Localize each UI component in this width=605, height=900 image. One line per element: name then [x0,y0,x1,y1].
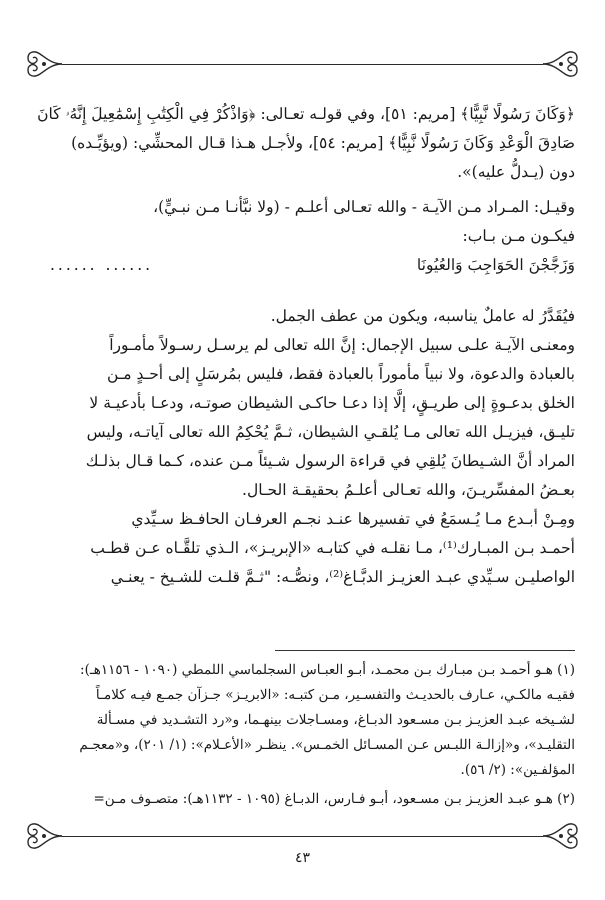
footnote-line: التقليـد»، و«إزالـة اللبـس عـن المسـائل الخمـس». ينظـر «الأعـلام»: (١/ ٢٠١)، و«معجـم [79,737,575,753]
footnote-line: فقيـه مالكـي، عـارف بالحديـث والتفسـير، مـن كتبـه: «الابريـز» جـزآن جمـع فيـه كلامـاً [95,687,575,703]
main-text [30,100,575,592]
text-line: بعـضُ المفسِّريـنَ، والله تعـالى أعلـمُ بحقيقـة الحـال. [242,481,575,499]
footnotes [30,658,575,812]
footnote-line: المؤلفـين»: (٢/ ٥٦). [460,762,575,778]
corner-ornament-icon [539,818,583,854]
text-line: وقيـل: المـراد مـن الآيـة - والله تعـالى أعلـم - (ولا نبَّأنـا مـن نبـيٍّ)، [153,198,575,216]
footnote-1 [30,658,575,783]
text-line: ومِـنْ أبـدع مـا يُـسمَعُ في تفسيرها عنـد نجـم العرفـان الحافـظ سـيِّدي [131,510,575,528]
footnote-line: (١) هـو أحمـد بـن مبـارك بـن محمـد، أبـو العبـاس السجلماسي اللمطي (١٠٩٠ - ١١٥٦هـ): [80,662,575,678]
bottom-frame-line [62,836,543,837]
footnote-line: (٢) هـو عبـد العزيـز بـن مسـعود، أبـو فـارس، الدبـاغ (١٠٩٥ - ١١٣٢هـ): متصـوف مـن= [93,791,575,807]
corner-ornament-icon [22,46,66,82]
corner-ornament-icon [22,818,66,854]
page-number: ٤٣ [294,850,311,866]
text-line: فيكـون مـن بـاب: [462,227,575,245]
text-line: ومعنـى الآيـة علـى سبيل الإجمال: إنَّ الله تعالى لم يرسـل رسـولاً مأمـوراً [109,336,575,354]
top-frame-line [62,64,543,65]
text-line: الخلق بدعـوةٍ إلى طريـقٍ، إلَّا إذا دعـا حاكـى الشيطان صوتـه، ودعـا بأدعيـة لا [89,394,575,412]
poem-verse [30,251,575,280]
corner-ornament-icon [539,46,583,82]
text-line: تليـق، فيزيـل الله تعالى مـا يُلقـي الشيطان، ثـمَّ يُحْكِمُ الله تعالى آياتـه، وليس [86,423,575,441]
poem-hemistich: وَزَجَّجْنَ الحَوَاجِبَ وَالعُيُونَا [416,256,575,274]
footnote-2 [30,787,575,812]
text-line: فيُقَدَّرُ له عاملٌ يناسبه، ويكون من عطف الجمل. [270,307,575,325]
text-line: دون (يـدلُّ عليه)». [457,163,575,181]
text-line: أحمـد بـن المبـارك⁽¹⁾، مـا نقلـه في كتابـه «الإبريـز»، الـذي تلقَّـاه عـن قطـب [90,539,575,557]
text-line: صَادِقَ الْوَعْدِ وَكَانَ رَسُولًا نَّبِيًّا﴾ [مريم: ٥٤]، ولأجـل هـذا قـال المحشِّي: (ويؤيِّـده) [71,134,575,152]
footnote-line: لشـيخه عبـد العزيـز بـن مسـعود الدبـاغ، ومسـاجلات بينهـما، و«رد التشـديد في مسـألة [96,712,575,728]
text-line: المراد أنَّ الشـيطانَ يُلقِي في قراءة الرسول شـيئاً مـن عنده، كـما قـال بذلـك [85,452,575,470]
text-line: ﴿وَكَانَ رَسُولًا نَّبِيًّا﴾ [مريم: ٥١]، وفي قولـه تعـالى: ﴿وَاذْكُرْ فِي الْكِتَٰبِ إِسْمَٰعِيلَ إِنَّهُۥ كَانَ [37,105,575,123]
text-line: الواصليـن سـيِّدي عبـد العزيـز الدبَّـاغ⁽²⁾، ونصُّـه: "ثـمَّ قلـت للشـيخ - يعنـي [110,568,575,586]
footnote-separator [275,650,575,651]
text-line: بالعبادة والدعوة، ولا نبياً مأموراً بالعبادة فقط، فليس بمُرسَلٍ إلى أحـدٍ مـن [106,365,575,383]
poem-ellipsis: ...... ...... [50,256,154,274]
